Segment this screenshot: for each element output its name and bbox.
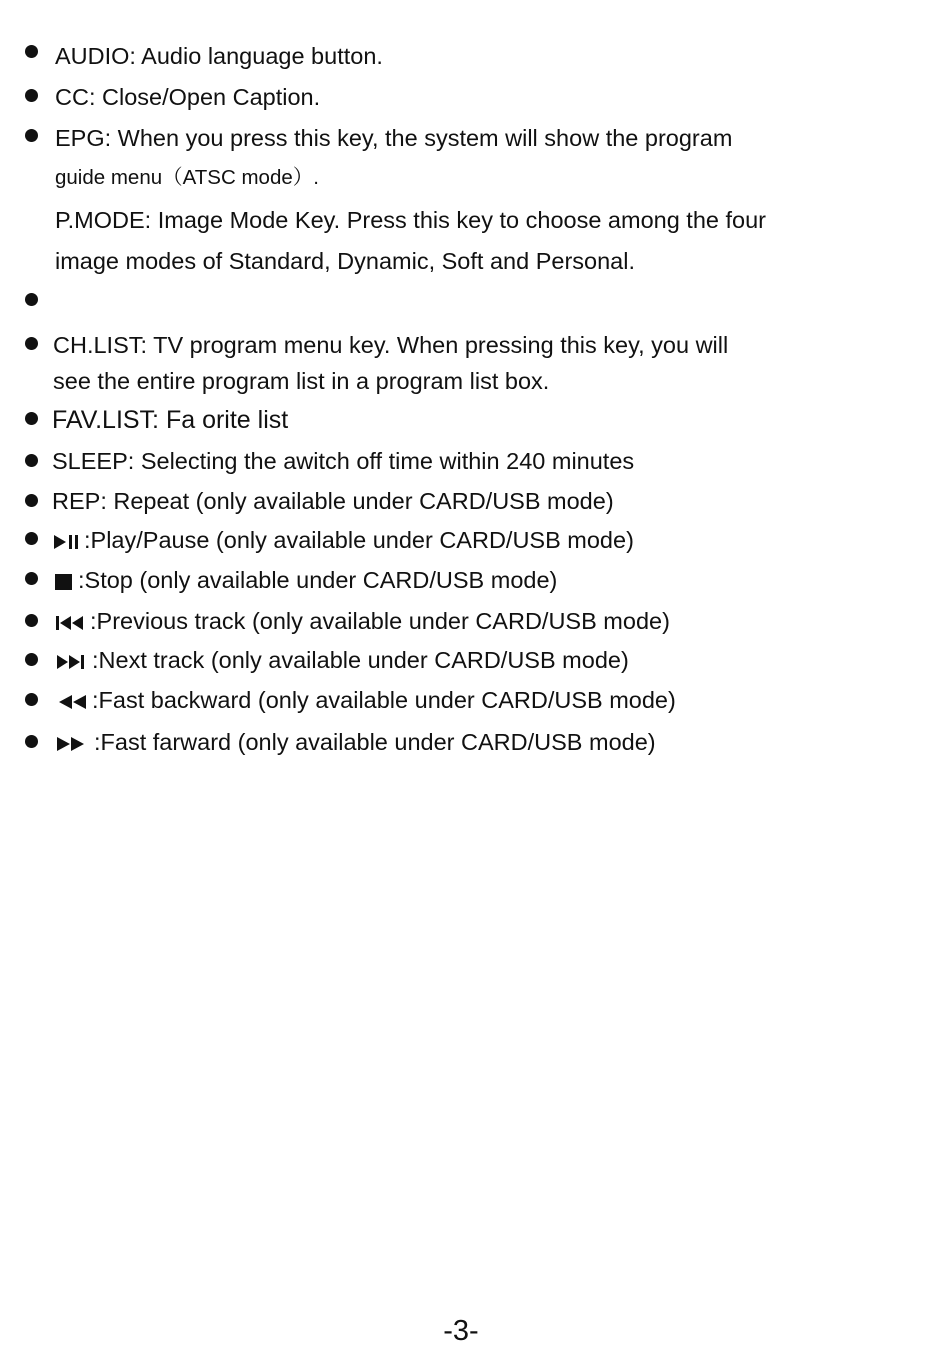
bullet — [25, 653, 38, 666]
previous-track-icon — [52, 613, 88, 633]
previous-track-entry — [52, 607, 670, 635]
fast-backward-label: :Fast backward (only available under CARD/USB mode) — [92, 687, 676, 713]
stop-icon — [52, 572, 76, 592]
bullet — [25, 494, 38, 507]
pmode-entry-continued: image modes of Standard, Dynamic, Soft and Personal. — [55, 248, 635, 274]
bullet — [25, 614, 38, 627]
play-pause-icon — [52, 532, 82, 552]
bullet — [25, 532, 38, 545]
previous-track-label: :Previous track (only available under CARD/USB mode) — [90, 608, 670, 634]
play-pause-entry — [52, 526, 634, 554]
favlist-entry: FAV.LIST: Fa orite list — [52, 406, 289, 434]
stop-label: :Stop (only available under CARD/USB mode) — [78, 567, 558, 593]
fast-backward-entry — [52, 686, 676, 714]
bullet — [25, 412, 38, 425]
fast-forward-label: :Fast farward (only available under CARD/USB mode) — [94, 729, 656, 755]
next-track-label: :Next track (only available under CARD/USB mode) — [92, 647, 629, 673]
chlist-entry-continued: see the entire program list in a program list box. — [53, 368, 550, 394]
bullet — [25, 735, 38, 748]
epg-entry-continued: guide menu（ATSC mode）. — [55, 166, 319, 189]
fast-forward-icon — [52, 734, 92, 754]
play-pause-label: :Play/Pause (only available under CARD/USB mode) — [84, 527, 634, 553]
page-number: -3- — [443, 1315, 479, 1347]
bullet — [25, 572, 38, 585]
bullet — [25, 89, 38, 102]
fast-forward-entry — [52, 728, 656, 756]
bullet — [25, 293, 38, 306]
sleep-entry: SLEEP: Selecting the awitch off time within 240 minutes — [52, 448, 635, 474]
chlist-entry: CH.LIST: TV program menu key. When pressing this key, you will — [53, 332, 729, 358]
pmode-entry: P.MODE: Image Mode Key. Press this key to choose among the four — [55, 207, 767, 233]
cc-entry: CC: Close/Open Caption. — [55, 84, 321, 110]
stop-entry — [52, 566, 557, 594]
next-track-icon — [52, 652, 90, 672]
bullet — [25, 337, 38, 350]
audio-entry: AUDIO: Audio language button. — [55, 43, 383, 69]
rep-entry: REP: Repeat (only available under CARD/USB mode) — [52, 488, 614, 514]
bullet — [25, 129, 38, 142]
next-track-entry — [52, 646, 629, 674]
bullet — [25, 454, 38, 467]
fast-backward-icon — [52, 692, 90, 712]
epg-entry: EPG: When you press this key, the system will show the program — [55, 125, 733, 151]
bullet — [25, 45, 38, 58]
bullet — [25, 693, 38, 706]
